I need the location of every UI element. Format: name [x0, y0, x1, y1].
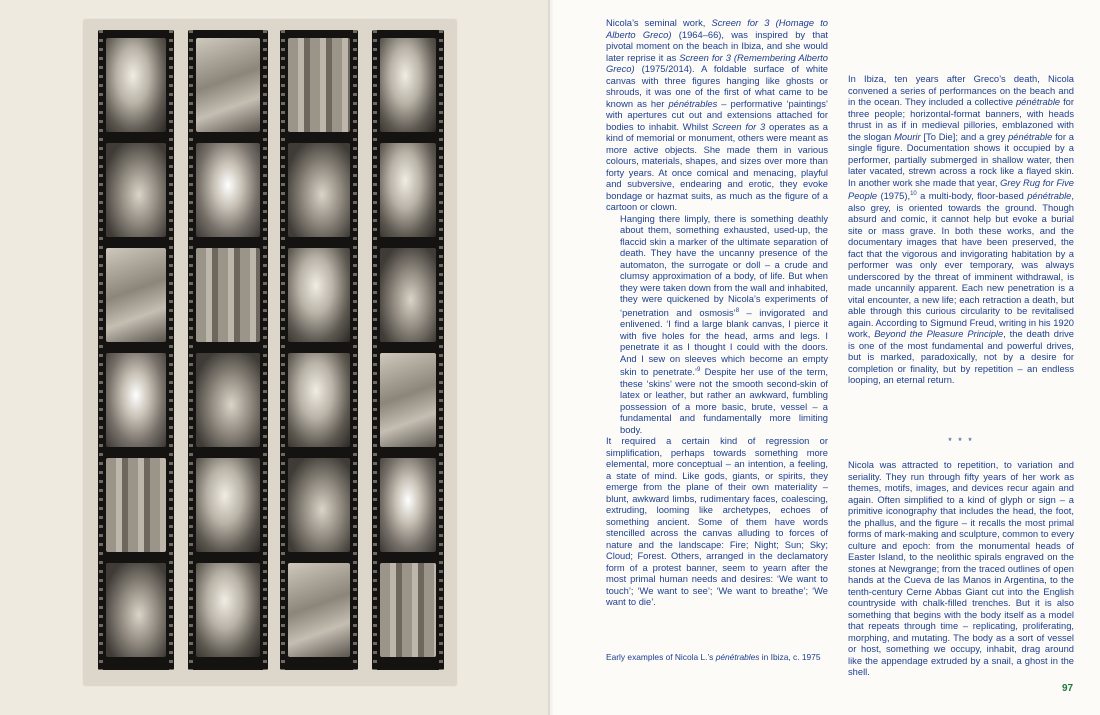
- film-frame: [288, 458, 350, 552]
- film-frame: [380, 38, 436, 132]
- film-strip-1: [98, 30, 174, 670]
- film-frame: [380, 563, 436, 657]
- sprocket-holes: [373, 30, 377, 670]
- caption-prefix: Early examples of Nicola L.’s: [606, 652, 716, 662]
- sprocket-holes: [439, 30, 443, 670]
- paragraph: Nicola’s seminal work, Screen for 3 (Homage to Alberto Greco) (1964–66), was inspired by that pivotal moment on the beach in Ibiza, and she would later reprise it as Screen for 3 (Remembering Alberto Greco) (1975/2014). A foldable surface of white canvas with three figures hanging like ghosts or shrouds, it was one of the first of what came to be known as her pénétrables – performative ‘paintings’ with apertures cut out and extensions attached for bodies to inhabit. Whilst Screen for 3 operates as a kind of memorial or monument, others were meant as more active objects. She made them in various colours, materials, shapes, and sizes over more than forty years. At once comical and menacing, playful and subversive, endearing and erotic, they evoke bondage or hazmat suits, as much as the figure of a cartoon or clown.: [606, 18, 829, 212]
- paragraph: In Ibiza, ten years after Greco’s death, Nicola convened a series of performances on the beach and in the ocean. They included a collective pénétrable for three people; horizontal-format banners, with heads thrust in as if in medieval pillories, emblazoned with the slogan Mourir [To Die]; and a grey pénétrable for a single figure. Documentation shows it occupied by a performer, partially submerged in shallow water, then later vacated, strewn across a rock like a flayed skin. In another work she made that year, Grey Rug for Five People (1975),$^{10}$ a multi-body, floor-based pénétrable, also grey, is oriented towards the ground. Though absurd and comic, it cannot help but evoke a burial site or mass grave. In both these works, and the documentary images that have been preserved, the fact that the vigorous and invigorating habitation by a performer was only ever temporary, was always underscored by the threat of imminent withdrawal, is made uncannily apparent. Each new penetration is a vital encounter, a new life; each retraction a death, but able through this curious circularity to be revitalised again. According to Sigmund Freud, writing in his 1920 work, Beyond the Pleasure Principle, the death drive is one of the most fundamental and powerful drives, but is marked, paradoxically, not by a desire for completion or finality, but by repetition – an endless looping, an eternal return.: [848, 74, 1074, 386]
- text-column-right-top: [848, 74, 1074, 387]
- film-frame: [380, 458, 436, 552]
- film-strip-4: [372, 30, 444, 670]
- film-strip-2: [188, 30, 268, 670]
- film-frame: [196, 143, 260, 237]
- film-frame: [106, 458, 166, 552]
- film-frame: [196, 248, 260, 342]
- paragraph: Nicola was attracted to repetition, to variation and seriality. They run through fifty years of her work as themes, motifs, images, and devices recur again and again. Often simplified to a kind of glyph or sign – a primitive iconography that includes the head, the foot, the phallus, and the figure – it recalls the most primal forms of mark-making and sculpture, common to every culture and epoch: from the monumental heads of Easter Island, to the neolithic spirals engraved on the stones at Newgrange; from the traced outlines of open hands at the Cueva de las Manos in Argentina, to the tenth-century Cerne Abbas Giant cut into the English countryside with chalk-filled trenches. But it is also something that begins with the body itself as a model that repeats through time – replicating, proliferating, morphing, and mutating. The body as a sort of vessel or host, something we occupy, inhabit, drag around like the appendage extruded by a snail, a ghost in the shell.: [848, 460, 1074, 677]
- contact-sheet-photograph: [84, 20, 456, 685]
- text-column-right-bottom: [848, 460, 1074, 679]
- text-column-left: [606, 18, 828, 609]
- film-frame: [106, 38, 166, 132]
- caption-suffix: in Ibiza, c. 1975: [759, 652, 821, 662]
- film-frame: [380, 248, 436, 342]
- film-frame: [380, 353, 436, 447]
- film-frame: [196, 458, 260, 552]
- film-frame: [288, 563, 350, 657]
- sprocket-holes: [169, 30, 173, 670]
- film-frame: [288, 353, 350, 447]
- film-frame: [196, 38, 260, 132]
- film-frame: [196, 563, 260, 657]
- film-frame: [106, 353, 166, 447]
- caption-italic: pénétrables: [715, 652, 760, 662]
- page-number: 97: [1062, 683, 1074, 694]
- book-gutter: [548, 0, 554, 715]
- film-frame: [380, 143, 436, 237]
- film-frame: [106, 563, 166, 657]
- film-frame: [106, 248, 166, 342]
- film-frame: [288, 143, 350, 237]
- sprocket-holes: [189, 30, 193, 670]
- sprocket-holes: [99, 30, 103, 670]
- film-strip-3: [280, 30, 358, 670]
- sprocket-holes: [353, 30, 357, 670]
- paragraph: It required a certain kind of regression or simplification, perhaps towards something more elemental, more conceptual – an intention, a feeling, a state of mind. Like gods, giants, or spirits, they emerge from the plane of their own materiality – blunt, awkward limbs, rudimentary faces, coalescing, extruding, looming like archetypes, echoes of something ancient. Some of them have words stencilled across the canvas alluding to forces of nature and the landscape: Fire; Night; Sun; Sky; Cloud; Forest. Others, arranged in the declamatory form of a protest banner, seem to yearn after the most primal human needs and desires: ‘We want to touch’; ‘We want to see’; ‘We want to breathe’; ‘We want to die’.: [606, 436, 828, 608]
- block-quote: Hanging there limply, there is something deathly about them, something exhausted, used-up, the flaccid skin a marker of the ultimate separation of death. They have the uncanny presence of the automaton, the surrogate or doll – a crude and clumsy approximation of a body, of life. But when they were taken down from the wall and inhabited, they were quickened by Nicola’s experiments of ‘penetration and osmosis’$^8$ – invigorated and enlivened. ‘I find a large blank canvas, I pierce it with five holes for the head, arms and legs. I penetrate it as I thought I could with the doors. And I sew on sleeves which become an empty skin to penetrate.’$^9$ Despite her use of the term, these ‘skins’ were not the smooth second-skin of latex or leather, but rather an awkward, fumbling possession of a more basic, brute, vessel – a fundamental and fundamentally more limiting body.: [620, 213, 828, 435]
- photo-caption: [606, 652, 828, 662]
- film-frame: [196, 353, 260, 447]
- sprocket-holes: [263, 30, 267, 670]
- film-frame: [288, 248, 350, 342]
- sprocket-holes: [281, 30, 285, 670]
- film-frame: [288, 38, 350, 132]
- film-frame: [106, 143, 166, 237]
- section-separator: * * *: [948, 436, 974, 446]
